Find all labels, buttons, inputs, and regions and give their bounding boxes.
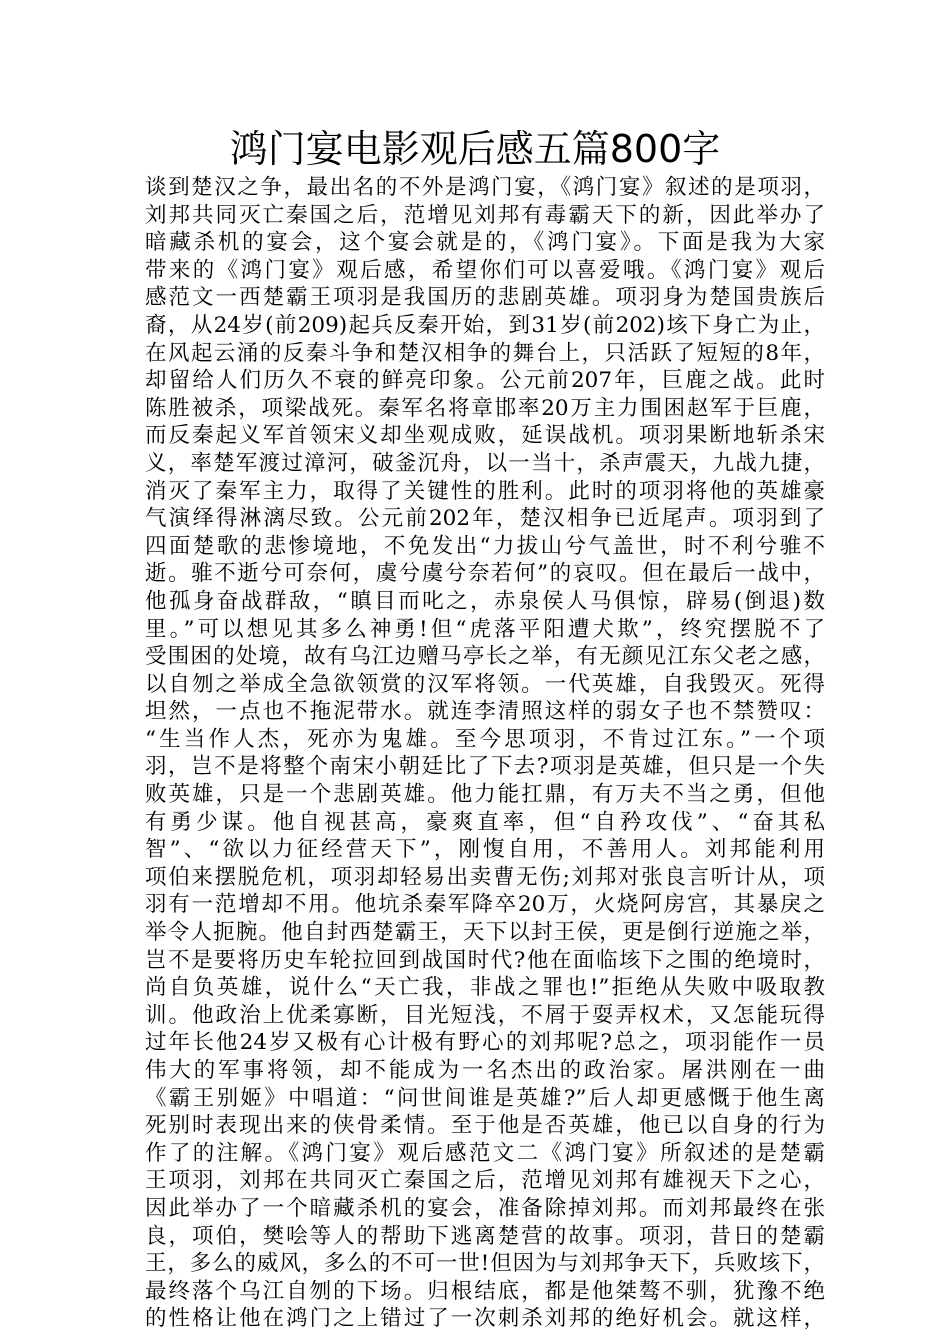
body-line: 带来的《鸿门宴》观后感，希望你们可以喜爱哦。《鸿门宴》观后 xyxy=(145,257,825,283)
body-line: 的性格让他在鸿门之上错过了一次刺杀刘邦的绝好机会。就这样， xyxy=(145,1306,825,1332)
body-line: 羽有一范增却不用。他坑杀秦军降卒20万，火烧阿房宫，其暴戾之 xyxy=(145,892,825,918)
body-line: 最终落个乌江自刎的下场。归根结底，都是他桀骜不驯，犹豫不绝 xyxy=(145,1278,825,1304)
body-line: 受围困的处境，故有乌江边赠马亭长之举，有无颜见江东父老之感， xyxy=(145,644,825,670)
body-line: 王，多么的威风，多么的不可一世!但因为与刘邦争天下，兵败垓下， xyxy=(145,1251,825,1277)
body-line: 谈到楚汉之争，最出名的不外是鸿门宴，《鸿门宴》叙述的是项羽， xyxy=(145,175,825,200)
body-line: 有勇少谋。他自视甚高，豪爽直率，但“自矜攻伐”、“奋其私 xyxy=(145,809,825,835)
document-body xyxy=(145,174,825,1333)
body-line: 死别时表现出来的侠骨柔情。至于他是否英雄，他已以自身的行为 xyxy=(145,1113,825,1139)
body-line: 四面楚歌的悲惨境地，不免发出“力拔山兮气盖世，时不利兮骓不 xyxy=(145,533,825,559)
document-title: 鸿门宴电影观后感五篇800字 xyxy=(229,127,721,171)
body-line: 良，项伯，樊哙等人的帮助下逃离楚营的故事。项羽，昔日的楚霸 xyxy=(145,1223,825,1249)
body-line: 刘邦共同灭亡秦国之后，范增见刘邦有毒霸天下的新，因此举办了 xyxy=(145,202,825,228)
body-line: 作了的注解。《鸿门宴》观后感范文二《鸿门宴》所叙述的是楚霸 xyxy=(145,1140,825,1166)
body-line: 逝。骓不逝兮可奈何，虞兮虞兮奈若何”的哀叹。但在最后一战中， xyxy=(145,561,825,587)
body-line: 暗藏杀机的宴会，这个宴会就是的，《鸿门宴》。下面是我为大家 xyxy=(145,230,825,256)
body-line: 尚自负英雄，说什么“天亡我，非战之罪也!”拒绝从失败中吸取教 xyxy=(145,975,825,1001)
body-line: 败英雄，只是一个悲剧英雄。他力能扛鼎，有万夫不当之勇，但他 xyxy=(145,782,825,808)
body-line: 伟大的军事将领，却不能成为一名杰出的政治家。屠洪刚在一曲 xyxy=(145,1058,825,1083)
body-line: 项伯来摆脱危机，项羽却轻易出卖曹无伤;刘邦对张良言听计从，项 xyxy=(145,864,825,890)
body-line: 消灭了秦军主力，取得了关键性的胜利。此时的项羽将他的英雄豪 xyxy=(145,478,825,504)
body-line: 感范文一西楚霸王项羽是我国历的悲剧英雄。项羽身为楚国贵族后 xyxy=(145,285,825,311)
body-line: 举令人扼腕。他自封西楚霸王，天下以封王侯，更是倒行逆施之举， xyxy=(145,920,825,946)
body-line: 因此举办了一个暗藏杀机的宴会，准备除掉刘邦。而刘邦最终在张 xyxy=(145,1195,825,1221)
body-line: 岂不是要将历史车轮拉回到战国时代?他在面临垓下之围的绝境时， xyxy=(145,947,825,973)
body-line: 《霸王别姬》中唱道：“问世间谁是英雄?”后人却更感慨于他生离 xyxy=(145,1085,825,1111)
body-line: 义，率楚军渡过漳河，破釜沉舟，以一当十，杀声震天，九战九捷， xyxy=(145,450,825,476)
body-line: 坦然，一点也不拖泥带水。就连李清照这样的弱女子也不禁赞叹： xyxy=(145,699,825,725)
body-line: 在风起云涌的反秦斗争和楚汉相争的舞台上，只活跃了短短的8年， xyxy=(145,340,825,366)
body-line: 羽，岂不是将整个南宋小朝廷比了下去?项羽是英雄，但只是一个失 xyxy=(145,754,825,780)
body-line: 里。”可以想见其多么神勇!但“虎落平阳遭犬欺”，终究摆脱不了 xyxy=(145,616,825,642)
body-line: 陈胜被杀，项梁战死。秦军名将章邯率20万主力围困赵军于巨鹿， xyxy=(145,395,825,421)
body-line: “生当作人杰，死亦为鬼雄。至今思项羽，不肯过江东。”一个项 xyxy=(145,726,825,752)
body-line: 王项羽，刘邦在共同灭亡秦国之后，范增见刘邦有雄视天下之心， xyxy=(145,1168,825,1194)
body-line: 裔，从24岁(前209)起兵反秦开始，到31岁(前202)垓下身亡为止， xyxy=(145,312,825,338)
body-line: 训。他政治上优柔寡断，目光短浅，不屑于耍弄权术，又怎能玩得 xyxy=(145,1002,825,1028)
body-line: 智”、“欲以力征经营天下”，刚愎自用，不善用人。刘邦能利用 xyxy=(145,837,825,863)
body-line: 以自刎之举成全急欲领赏的汉军将领。一代英雄，自我毁灭。死得 xyxy=(145,671,825,697)
body-line: 过年长他24岁又极有心计极有野心的刘邦呢?总之，项羽能作一员 xyxy=(145,1030,825,1056)
body-line: 他孤身奋战群敌，“瞋目而叱之，赤泉侯人马俱惊，辟易(倒退)数 xyxy=(145,588,825,614)
body-line: 气演绎得淋漓尽致。公元前202年，楚汉相争已近尾声。项羽到了 xyxy=(145,506,825,532)
body-line: 却留给人们历久不衰的鲜亮印象。公元前207年，巨鹿之战。此时 xyxy=(145,368,825,394)
body-line: 而反秦起义军首领宋义却坐观成败，延误战机。项羽果断地斩杀宋 xyxy=(145,423,825,449)
